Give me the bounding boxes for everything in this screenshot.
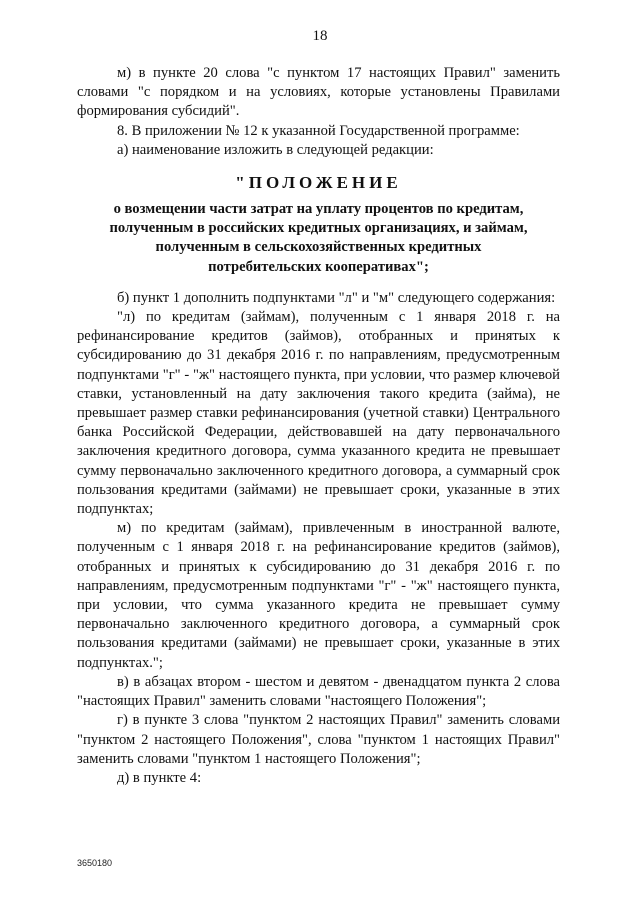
paragraph-v-point-2: в) в абзацах втором - шестом и девятом - двенадцатом пункта 2 слова "настоящих Правил" заменить словами "настоящего Положения"; [77,673,560,710]
document-id: 3650180 [77,858,113,868]
paragraph-g-point-3: г) в пункте 3 слова "пунктом 2 настоящих Правил" заменить словами "пунктом 2 настоящего Положения", слова "пунктом 1 настоящих Правил" заменить словами "пунктом 1 настоящего Положения"; [77,712,560,767]
subtitle-line: потребительских кооперативах"; [208,258,429,275]
paragraph-amendment-m-p20: м) в пункте 20 слова "с пунктом 17 настоящих Правил" заменить словами "с порядком и на условиях, которые установлены Правилами формирования субсидий". [77,65,560,120]
paragraph-subpoint-m: м) по кредитам (займам), привлеченным в иностранной валюте, полученным с 1 января 2018 г. на рефинансирование кредитов (займов), отобранных и принятых к субсидированию до 31 декабря 2016 г. по направлениям, предусмотренным подпунктами "г" - "ж" настоящего пункта, при условии, что сумма указанного кредита не превышает сумму первоначально заключенного кредитного договора, а суммарный срок пользования кредитами (займами) не превышает сроки, указанные в этих подпунктах."; [77,520,560,671]
paragraph-subpoint-l: "л) по кредитам (займам), полученным с 1 января 2018 г. на рефинансирование кредитов (займов), отобранных и принятых к субсидированию до 31 декабря 2016 г. по направлениям, предусмотренным подпунктами "г" - "ж" настоящего пункта, при условии, что размер ключевой ставки, установленный на дату заключения такого кредита (займа), не превышает размер ставки рефинансирования (учетной ставки) Центрального банка Российской Федерации, действовавшей на дату первоначального заключения кредитного договора, сумма указанного кредита не превышает сумму первоначально заключенного кредитного договора, а суммарный срок пользования кредитами (займами) не превышает сроки, указанные в этих подпунктах; [77,309,560,518]
paragraph-b-point-1: б) пункт 1 дополнить подпунктами "л" и "м" следующего содержания: [117,289,556,306]
document-body [77,64,560,788]
regulation-title: "ПОЛОЖЕНИЕ [235,173,402,193]
subtitle-line: полученным в сельскохозяйственных кредитных [155,239,482,256]
subtitle-line: полученным в российских кредитных организациях, и займам, [109,220,528,237]
regulation-subtitle [77,200,560,277]
page-number: 18 [312,28,328,44]
paragraph-a-title-change: а) наименование изложить в следующей редакции: [117,141,434,158]
paragraph-d-point-4: д) в пункте 4: [117,769,202,786]
paragraph-appendix-12: 8. В приложении № 12 к указанной Государственной программе: [117,122,520,139]
subtitle-line: о возмещении части затрат на уплату процентов по кредитам, [113,201,524,218]
